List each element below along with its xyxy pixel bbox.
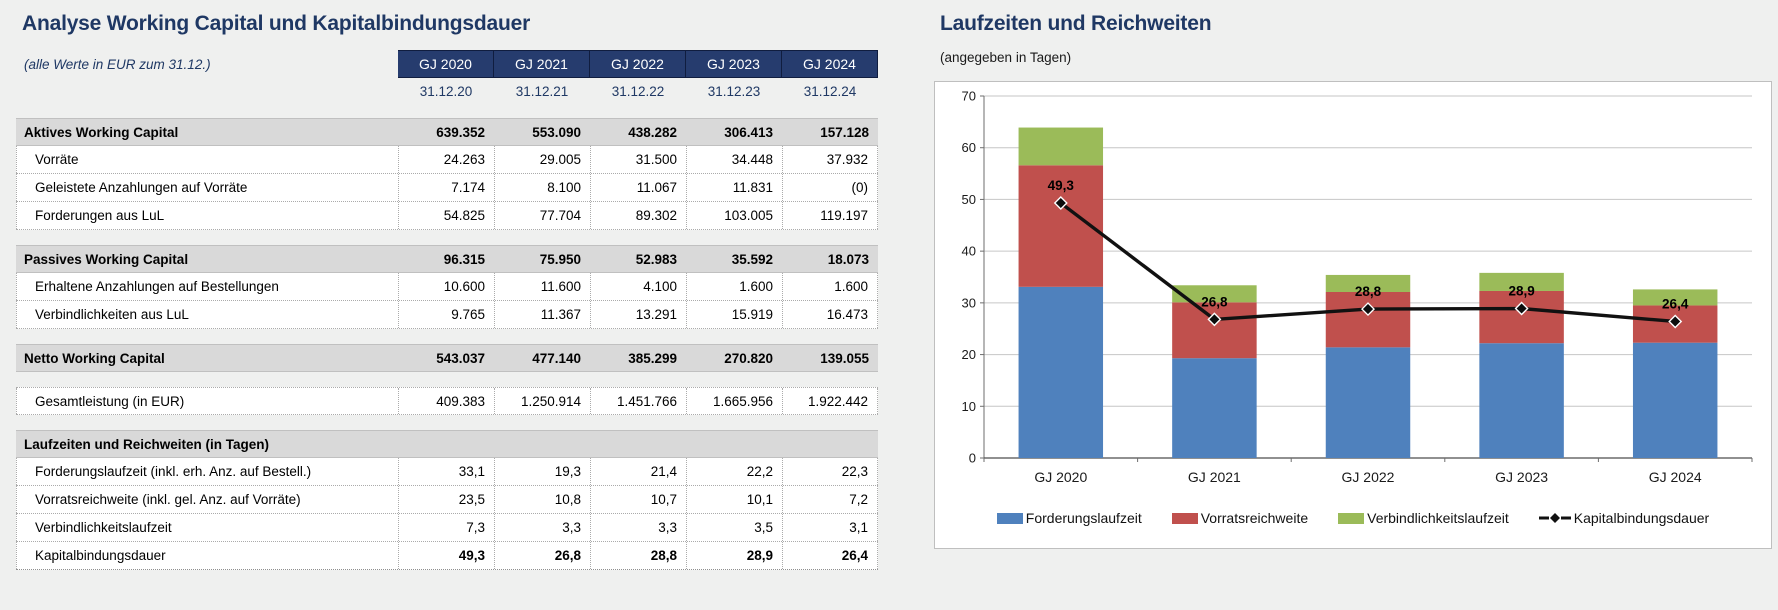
row-value: 553.090: [532, 124, 581, 140]
table-row: [16, 118, 878, 146]
row-value: 10,7: [590, 486, 686, 513]
y-tick-label: 40: [961, 243, 976, 259]
legend-label: Vorratsreichweite: [1200, 510, 1309, 526]
y-tick-label: 70: [961, 88, 976, 104]
row-value: 16.473: [782, 301, 878, 328]
row-value: 18.073: [827, 251, 869, 267]
y-tick-label: 20: [961, 347, 976, 363]
row-label: Forderungslaufzeit (inkl. erh. Anz. auf Bestell.): [16, 458, 398, 485]
row-value: 1.600: [782, 273, 878, 300]
row-value: 157.128: [820, 124, 869, 140]
row-value: 54.825: [398, 202, 494, 229]
row-value: 11.367: [494, 301, 590, 328]
row-value: 11.600: [494, 273, 590, 300]
row-value: 13.291: [590, 301, 686, 328]
row-value: 77.704: [494, 202, 590, 229]
row-value: 35.592: [731, 251, 773, 267]
bar-segment: [1326, 292, 1410, 347]
row-value: 29.005: [494, 146, 590, 173]
chart-legend: [935, 494, 1771, 542]
row-value: 89.302: [590, 202, 686, 229]
row-value: (0): [782, 174, 878, 201]
x-category-label: GJ 2022: [1341, 469, 1395, 485]
row-label: Verbindlichkeitslaufzeit: [16, 514, 398, 541]
table-row: [16, 387, 878, 415]
legend-label: Forderungslaufzeit: [1025, 510, 1142, 526]
stacked-bar-line-chart: [938, 82, 1768, 494]
line-data-label: 28,9: [1508, 283, 1535, 299]
table-row: [16, 514, 878, 542]
row-label: Gesamtleistung (in EUR): [16, 388, 398, 414]
table-row: [16, 273, 878, 301]
table-group: [16, 118, 878, 230]
working-capital-table: [16, 50, 878, 570]
row-value: 28,8: [590, 542, 686, 569]
row-label: Aktives Working Capital: [24, 124, 179, 140]
year-header-cell: GJ 2020: [398, 50, 494, 78]
table-body: [16, 118, 878, 570]
row-value: 1.250.914: [494, 388, 590, 414]
legend-swatch-bar: [997, 513, 1023, 524]
row-value: 8.100: [494, 174, 590, 201]
row-value: 26,4: [782, 542, 878, 569]
line-data-label: 26,4: [1662, 296, 1689, 312]
row-value: 10.600: [398, 273, 494, 300]
date-cell: 31.12.21: [515, 83, 569, 99]
date-cell: 31.12.22: [611, 83, 665, 99]
x-category-label: GJ 2021: [1187, 469, 1241, 485]
row-label: Kapitalbindungsdauer: [16, 542, 398, 569]
bar-segment: [1172, 302, 1256, 358]
bar-segment: [1019, 128, 1103, 166]
row-value: 10,1: [686, 486, 782, 513]
table-group: [16, 430, 878, 570]
table-row: [16, 301, 878, 329]
row-value: 1.665.956: [686, 388, 782, 414]
row-value: 22,3: [782, 458, 878, 485]
row-value: 11.067: [590, 174, 686, 201]
row-value: 21,4: [590, 458, 686, 485]
bar-segment: [1019, 287, 1103, 458]
row-value: 1.600: [686, 273, 782, 300]
chart-box: [934, 81, 1772, 549]
row-value: 10,8: [494, 486, 590, 513]
row-value: 3,3: [494, 514, 590, 541]
year-header-cell: GJ 2021: [494, 50, 590, 78]
legend-swatch-bar: [1338, 513, 1364, 524]
row-value: 103.005: [686, 202, 782, 229]
row-label: Passives Working Capital: [24, 251, 189, 267]
year-header-cell: GJ 2023: [686, 50, 782, 78]
row-value: 26,8: [494, 542, 590, 569]
row-label: Geleistete Anzahlungen auf Vorräte: [16, 174, 398, 201]
row-value: 11.831: [686, 174, 782, 201]
y-tick-label: 10: [961, 398, 976, 414]
bar-segment: [1633, 343, 1717, 458]
row-value: 3,1: [782, 514, 878, 541]
row-value: 75.950: [539, 251, 581, 267]
legend-item: [1539, 510, 1709, 526]
year-header-cell: GJ 2022: [590, 50, 686, 78]
bar-segment: [1172, 358, 1256, 458]
legend-label: Kapitalbindungsdauer: [1573, 510, 1710, 526]
legend-item: [997, 510, 1142, 526]
row-value: 23,5: [398, 486, 494, 513]
row-label: Netto Working Capital: [24, 350, 165, 366]
table-date-row: [16, 78, 878, 104]
y-tick-label: 60: [961, 140, 976, 156]
table-row: [16, 174, 878, 202]
line-data-label: 26,8: [1201, 294, 1228, 310]
row-value: 7.174: [398, 174, 494, 201]
chart-subtitle: (angegeben in Tagen): [940, 50, 1072, 65]
line-data-label: 28,8: [1354, 284, 1382, 300]
row-label: Erhaltene Anzahlungen auf Bestellungen: [16, 273, 398, 300]
table-group: [16, 344, 878, 372]
bar-segment: [1479, 343, 1563, 458]
row-value: 96.315: [443, 251, 485, 267]
y-tick-label: 0: [968, 450, 976, 466]
row-value: 270.820: [724, 350, 773, 366]
row-value: 52.983: [635, 251, 677, 267]
y-tick-label: 30: [961, 295, 976, 311]
row-value: 19,3: [494, 458, 590, 485]
date-cell: 31.12.23: [707, 83, 761, 99]
x-category-label: GJ 2020: [1034, 469, 1088, 485]
table-row: [16, 542, 878, 570]
row-value: 1.922.442: [782, 388, 878, 414]
row-label: Forderungen aus LuL: [16, 202, 398, 229]
row-value: 385.299: [628, 350, 677, 366]
row-value: 306.413: [724, 124, 773, 140]
row-value: 28,9: [686, 542, 782, 569]
bar-segment: [1326, 347, 1410, 458]
row-label: Vorratsreichweite (inkl. gel. Anz. auf Vorräte): [16, 486, 398, 513]
row-value: 22,2: [686, 458, 782, 485]
table-header-row: [16, 50, 878, 78]
right-panel-title: Laufzeiten und Reichweiten: [940, 12, 1212, 35]
table-row: [16, 202, 878, 230]
row-value: 3,5: [686, 514, 782, 541]
table-row: [16, 458, 878, 486]
date-cell: 31.12.20: [419, 83, 473, 99]
row-value: 438.282: [628, 124, 677, 140]
row-value: 543.037: [436, 350, 485, 366]
table-row: [16, 430, 878, 458]
x-category-label: GJ 2024: [1648, 469, 1702, 485]
row-value: 1.451.766: [590, 388, 686, 414]
table-group: [16, 387, 878, 415]
table-row: [16, 344, 878, 372]
row-value: 477.140: [532, 350, 581, 366]
row-value: 33,1: [398, 458, 494, 485]
row-value: 119.197: [782, 202, 878, 229]
row-value: 15.919: [686, 301, 782, 328]
legend-item: [1338, 510, 1509, 526]
row-value: 49,3: [398, 542, 494, 569]
chart-panel: [898, 0, 1772, 610]
bar-segment: [1479, 291, 1563, 343]
y-tick-label: 50: [961, 191, 976, 207]
row-label: Vorräte: [16, 146, 398, 173]
row-value: 34.448: [686, 146, 782, 173]
row-value: 4.100: [590, 273, 686, 300]
row-value: 7,2: [782, 486, 878, 513]
table-subtitle: (alle Werte in EUR zum 31.12.): [24, 56, 211, 72]
row-value: 24.263: [398, 146, 494, 173]
row-label: Verbindlichkeiten aus LuL: [16, 301, 398, 328]
legend-line-marker-icon: [1539, 512, 1571, 524]
legend-swatch-bar: [1172, 513, 1198, 524]
row-value: 409.383: [398, 388, 494, 414]
row-value: 139.055: [820, 350, 869, 366]
x-category-label: GJ 2023: [1495, 469, 1549, 485]
row-value: 37.932: [782, 146, 878, 173]
year-header-cell: GJ 2024: [782, 50, 878, 78]
legend-label: Verbindlichkeitslaufzeit: [1367, 510, 1509, 526]
table-row: [16, 245, 878, 273]
row-value: 3,3: [590, 514, 686, 541]
date-row-spacer: [16, 78, 398, 104]
left-panel-title: Analyse Working Capital und Kapitalbindungsdauer: [22, 12, 531, 35]
table-row: [16, 146, 878, 174]
row-label: Laufzeiten und Reichweiten (in Tagen): [24, 436, 270, 452]
row-value: 7,3: [398, 514, 494, 541]
date-cell: 31.12.24: [803, 83, 857, 99]
legend-item: [1172, 510, 1308, 526]
table-row: [16, 486, 878, 514]
row-value: 9.765: [398, 301, 494, 328]
line-data-label: 49,3: [1047, 178, 1074, 194]
row-value: 639.352: [436, 124, 485, 140]
table-group: [16, 245, 878, 329]
row-value: 31.500: [590, 146, 686, 173]
